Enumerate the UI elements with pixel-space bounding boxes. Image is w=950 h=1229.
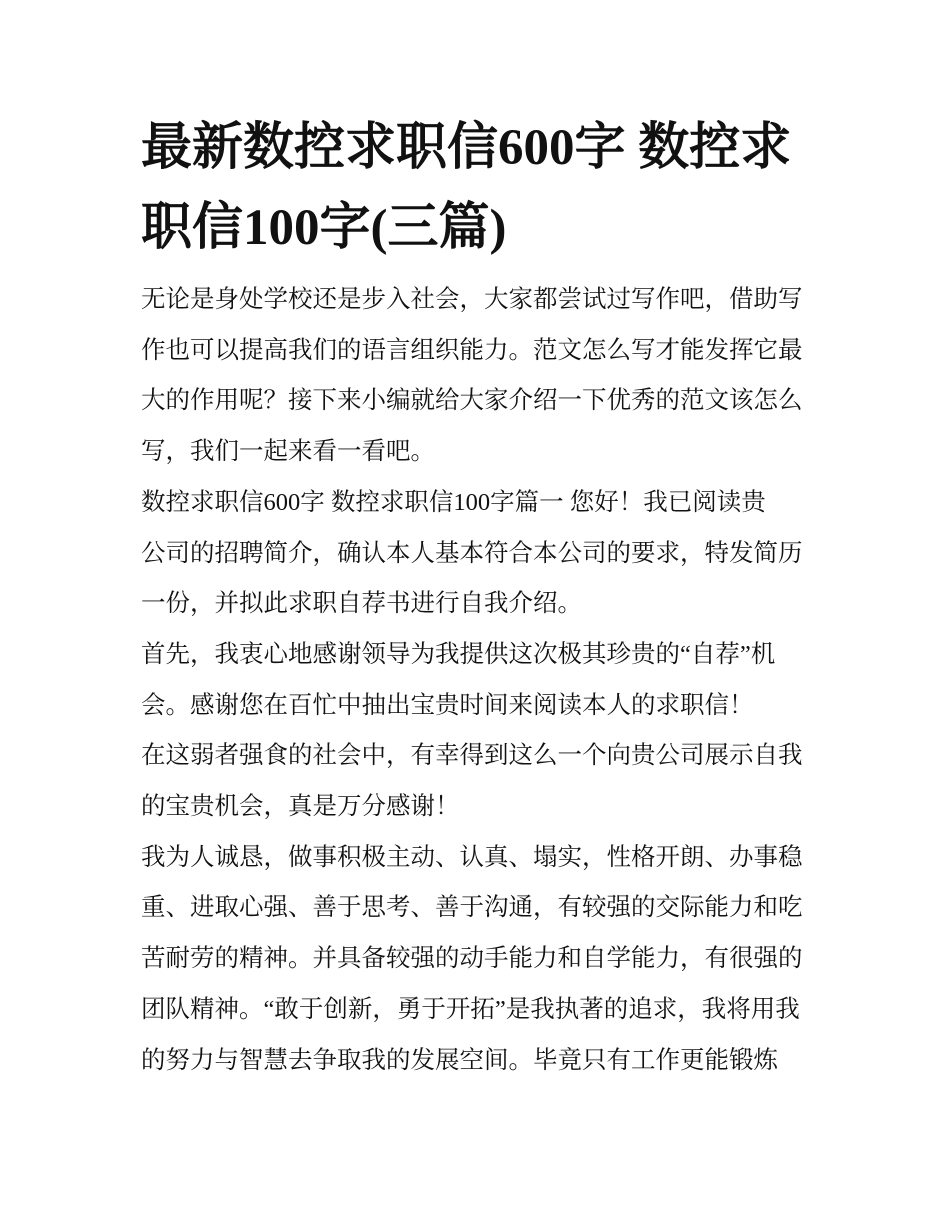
body-line: 的努力与智慧去争取我的发展空间。毕竟只有工作更能锻炼 — [141, 1046, 778, 1074]
title-line: 最新数控求职信600字 数控求 — [141, 120, 792, 176]
body-line: 一份，并拟此求职自荐书进行自我介绍。 — [141, 590, 582, 618]
title-line: 职信100字(三篇) — [141, 200, 507, 256]
body-line: 作也可以提高我们的语言组织能力。范文怎么写才能发挥它最 — [141, 336, 803, 364]
body-line: 我为人诚恳，做事积极主动、认真、塌实，性格开朗、办事稳 — [141, 843, 803, 871]
body-line: 首先，我衷心地感谢领导为我提供这次极其珍贵的“自荐”机 — [141, 640, 776, 668]
body-line: 公司的招聘简介，确认本人基本符合本公司的要求，特发简历 — [141, 539, 803, 567]
body-line: 的宝贵机会，真是万分感谢！ — [141, 793, 460, 821]
body-line: 会。感谢您在百忙中抽出宝贵时间来阅读本人的求职信！ — [141, 691, 754, 719]
body-line: 团队精神。“敢于创新，勇于开拓”是我执著的追求，我将用我 — [141, 995, 800, 1023]
body-line: 重、进取心强、善于思考、善于沟通，有较强的交际能力和吃 — [141, 894, 803, 922]
document-title — [141, 108, 841, 268]
body-line: 在这弱者强食的社会中，有幸得到这么一个向贵公司展示自我 — [141, 742, 803, 770]
document-body — [141, 275, 831, 1086]
body-line: 大的作用呢？接下来小编就给大家介绍一下优秀的范文该怎么 — [141, 387, 803, 415]
body-line: 数控求职信600字 数控求职信100字篇一 您好！我已阅读贵 — [141, 488, 766, 516]
body-line: 无论是身处学校还是步入社会，大家都尝试过写作吧，借助写 — [141, 286, 803, 313]
body-line: 写，我们一起来看一看吧。 — [141, 438, 435, 466]
body-line: 苦耐劳的精神。并具备较强的动手能力和自学能力，有很强的 — [141, 945, 803, 973]
